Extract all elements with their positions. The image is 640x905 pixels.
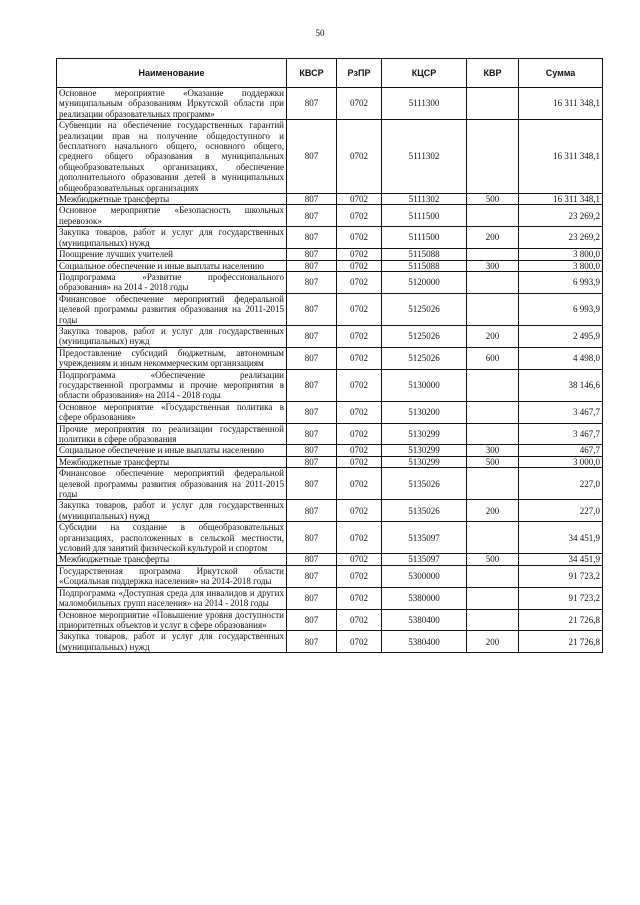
table-row: [57, 249, 603, 260]
cell-kcsr: 5111500: [382, 227, 467, 249]
cell-kvr: 200: [467, 325, 519, 347]
cell-sum: 3 800,0: [519, 249, 603, 260]
cell-name: Закупка товаров, работ и услуг для государственных (муниципальных) нужд: [57, 325, 287, 347]
cell-sum: 91 723,2: [519, 587, 603, 609]
cell-rzpr: 0702: [337, 456, 382, 467]
cell-name: Субсидии на создание в общеобразовательных организациях, расположенных в сельской местности, условий для занятий физической культурой и спортом: [57, 522, 287, 554]
cell-kvsr: 807: [287, 325, 337, 347]
cell-sum: 3 800,0: [519, 260, 603, 271]
table-row: [57, 325, 603, 347]
cell-kvsr: 807: [287, 554, 337, 565]
cell-kvr: 200: [467, 631, 519, 653]
cell-kvr: [467, 401, 519, 423]
cell-sum: 21 726,8: [519, 631, 603, 653]
cell-sum: 91 723,2: [519, 565, 603, 587]
cell-kvsr: 807: [287, 609, 337, 631]
cell-sum: 6 993,9: [519, 293, 603, 325]
cell-rzpr: 0702: [337, 631, 382, 653]
table-row: [57, 194, 603, 205]
cell-rzpr: 0702: [337, 271, 382, 293]
budget-table: [56, 58, 603, 653]
cell-name: Подпрограмма «Обеспечение реализации государственной программы и прочие мероприятия в области образования» на 2014 - 2018 годы: [57, 369, 287, 401]
cell-kvr: [467, 609, 519, 631]
header-kvr: КВР: [467, 59, 519, 88]
cell-rzpr: 0702: [337, 120, 382, 194]
cell-name: Прочие мероприятия по реализации государственной политики в сфере образования: [57, 423, 287, 445]
cell-sum: 16 311 348,1: [519, 88, 603, 120]
cell-kcsr: 5111302: [382, 194, 467, 205]
cell-name: Субвенции на обеспечение государственных гарантий реализации прав на получение общедоступного и бесплатного начального общего, основного общего, среднего общего образования в муниципальных общеобразовательных организациях, обеспечение дополнительного образования детей в муниципальных общеобразовательных организациях: [57, 120, 287, 194]
cell-name: Социальное обеспечение и иные выплаты населению: [57, 445, 287, 456]
table-row: [57, 445, 603, 456]
cell-kvr: [467, 88, 519, 120]
table-row: [57, 554, 603, 565]
table-row: [57, 369, 603, 401]
cell-kcsr: 5135026: [382, 468, 467, 500]
cell-sum: 3 467,7: [519, 423, 603, 445]
cell-rzpr: 0702: [337, 500, 382, 522]
cell-kvsr: 807: [287, 522, 337, 554]
cell-name: Межбюджетные трансферты: [57, 554, 287, 565]
cell-rzpr: 0702: [337, 565, 382, 587]
cell-rzpr: 0702: [337, 587, 382, 609]
cell-kvr: [467, 369, 519, 401]
cell-kcsr: 5125026: [382, 325, 467, 347]
table-row: [57, 587, 603, 609]
cell-rzpr: 0702: [337, 369, 382, 401]
cell-rzpr: 0702: [337, 347, 382, 369]
cell-rzpr: 0702: [337, 401, 382, 423]
table-row: [57, 565, 603, 587]
table-row: [57, 260, 603, 271]
cell-rzpr: 0702: [337, 468, 382, 500]
cell-kcsr: 5130200: [382, 401, 467, 423]
cell-kvsr: 807: [287, 205, 337, 227]
table-row: [57, 347, 603, 369]
cell-name: Подпрограмма «Развитие профессионального образования» на 2014 - 2018 годы: [57, 271, 287, 293]
cell-sum: 227,0: [519, 468, 603, 500]
cell-kvsr: 807: [287, 468, 337, 500]
cell-kcsr: 5380400: [382, 631, 467, 653]
cell-kvr: [467, 249, 519, 260]
table-row: [57, 120, 603, 194]
cell-name: Государственная программа Иркутской области «Социальная поддержка населения» на 2014-2018 годы: [57, 565, 287, 587]
cell-kcsr: 5125026: [382, 293, 467, 325]
cell-kvsr: 807: [287, 565, 337, 587]
table-row: [57, 205, 603, 227]
cell-sum: 3 467,7: [519, 401, 603, 423]
cell-sum: 23 269,2: [519, 227, 603, 249]
table-row: [57, 522, 603, 554]
cell-kvr: 200: [467, 500, 519, 522]
cell-sum: 16 311 348,1: [519, 194, 603, 205]
table-row: [57, 271, 603, 293]
cell-name: Основное мероприятие «Повышение уровня доступности приоритетных объектов и услуг в сфере образования»: [57, 609, 287, 631]
cell-kvsr: 807: [287, 587, 337, 609]
cell-kcsr: 5115088: [382, 249, 467, 260]
cell-kvr: [467, 522, 519, 554]
cell-kcsr: 5135097: [382, 522, 467, 554]
cell-sum: 227,0: [519, 500, 603, 522]
cell-kvsr: 807: [287, 401, 337, 423]
cell-kvsr: 807: [287, 271, 337, 293]
cell-name: Финансовое обеспечение мероприятий федеральной целевой программы развития образования на 2011-2015 годы: [57, 468, 287, 500]
cell-kvr: [467, 205, 519, 227]
cell-kvsr: 807: [287, 423, 337, 445]
cell-kvr: 300: [467, 445, 519, 456]
cell-kvr: [467, 120, 519, 194]
cell-sum: 38 146,6: [519, 369, 603, 401]
cell-rzpr: 0702: [337, 205, 382, 227]
cell-name: Основное мероприятие «Государственная политика в сфере образования»: [57, 401, 287, 423]
cell-kvr: 500: [467, 456, 519, 467]
table-row: [57, 609, 603, 631]
table-row: [57, 423, 603, 445]
cell-name: Финансовое обеспечение мероприятий федеральной целевой программы развития образования на 2011-2015 годы: [57, 293, 287, 325]
header-kcsr: КЦСР: [382, 59, 467, 88]
cell-name: Основное мероприятие «Оказание поддержки муниципальным образованиям Иркутской области при реализации образовательных программ»: [57, 88, 287, 120]
cell-name: Закупка товаров, работ и услуг для государственных (муниципальных) нужд: [57, 500, 287, 522]
cell-kvr: [467, 565, 519, 587]
cell-kcsr: 5130299: [382, 423, 467, 445]
cell-kcsr: 5111300: [382, 88, 467, 120]
cell-name: Основное мероприятие «Безопасность школьных перевозок»: [57, 205, 287, 227]
cell-rzpr: 0702: [337, 423, 382, 445]
table-row: [57, 227, 603, 249]
cell-kvsr: 807: [287, 227, 337, 249]
header-kvsr: КВСР: [287, 59, 337, 88]
cell-name: Поощрение лучших учителей: [57, 249, 287, 260]
cell-name: Закупка товаров, работ и услуг для государственных (муниципальных) нужд: [57, 631, 287, 653]
cell-rzpr: 0702: [337, 260, 382, 271]
cell-kvsr: 807: [287, 194, 337, 205]
cell-sum: 34 451,9: [519, 554, 603, 565]
header-rzpr: РзПР: [337, 59, 382, 88]
cell-kcsr: 5300000: [382, 565, 467, 587]
cell-name: Предоставление субсидий бюджетным, автономным учреждениям и иным некоммерческим организациям: [57, 347, 287, 369]
cell-kvsr: 807: [287, 293, 337, 325]
cell-kcsr: 5115088: [382, 260, 467, 271]
cell-kvr: 500: [467, 554, 519, 565]
cell-name: Подпрограмма «Доступная среда для инвалидов и других маломобильных групп населения» на 2014 - 2018 годы: [57, 587, 287, 609]
page-number: 50: [315, 28, 325, 38]
cell-kvsr: 807: [287, 260, 337, 271]
cell-rzpr: 0702: [337, 325, 382, 347]
cell-kvr: [467, 423, 519, 445]
cell-kvsr: 807: [287, 120, 337, 194]
cell-kvr: 200: [467, 227, 519, 249]
cell-rzpr: 0702: [337, 445, 382, 456]
cell-rzpr: 0702: [337, 293, 382, 325]
cell-kvr: 300: [467, 260, 519, 271]
header-name: Наименование: [57, 59, 287, 88]
cell-sum: 21 726,8: [519, 609, 603, 631]
table-row: [57, 293, 603, 325]
table-row: [57, 500, 603, 522]
cell-kvr: [467, 293, 519, 325]
table-row: [57, 401, 603, 423]
cell-kvsr: 807: [287, 500, 337, 522]
cell-kvr: [467, 587, 519, 609]
table-row: [57, 468, 603, 500]
cell-kvsr: 807: [287, 369, 337, 401]
cell-name: Социальное обеспечение и иные выплаты населению: [57, 260, 287, 271]
table-row: [57, 88, 603, 120]
cell-kcsr: 5111302: [382, 120, 467, 194]
cell-sum: 23 269,2: [519, 205, 603, 227]
cell-kcsr: 5135026: [382, 500, 467, 522]
header-row: [57, 59, 603, 88]
cell-kcsr: 5130299: [382, 445, 467, 456]
cell-kvsr: 807: [287, 347, 337, 369]
cell-sum: 34 451,9: [519, 522, 603, 554]
table-row: [57, 456, 603, 467]
cell-kvsr: 807: [287, 249, 337, 260]
cell-kcsr: 5130299: [382, 456, 467, 467]
cell-kcsr: 5120000: [382, 271, 467, 293]
cell-rzpr: 0702: [337, 249, 382, 260]
cell-name: Закупка товаров, работ и услуг для государственных (муниципальных) нужд: [57, 227, 287, 249]
cell-kvsr: 807: [287, 445, 337, 456]
cell-rzpr: 0702: [337, 609, 382, 631]
cell-name: Межбюджетные трансферты: [57, 456, 287, 467]
cell-kcsr: 5380400: [382, 609, 467, 631]
cell-kvr: [467, 271, 519, 293]
cell-kvsr: 807: [287, 631, 337, 653]
cell-kvr: [467, 468, 519, 500]
cell-kcsr: 5130000: [382, 369, 467, 401]
cell-name: Межбюджетные трансферты: [57, 194, 287, 205]
header-sum: Сумма: [519, 59, 603, 88]
table-row: [57, 631, 603, 653]
cell-kvsr: 807: [287, 88, 337, 120]
cell-sum: 4 498,0: [519, 347, 603, 369]
cell-rzpr: 0702: [337, 88, 382, 120]
cell-rzpr: 0702: [337, 554, 382, 565]
cell-sum: 2 495,9: [519, 325, 603, 347]
cell-sum: 6 993,9: [519, 271, 603, 293]
cell-kvr: 600: [467, 347, 519, 369]
cell-kvr: 500: [467, 194, 519, 205]
cell-kvsr: 807: [287, 456, 337, 467]
cell-kcsr: 5125026: [382, 347, 467, 369]
cell-sum: 467,7: [519, 445, 603, 456]
cell-sum: 16 311 348,1: [519, 120, 603, 194]
cell-kcsr: 5111500: [382, 205, 467, 227]
cell-sum: 3 000,0: [519, 456, 603, 467]
cell-rzpr: 0702: [337, 522, 382, 554]
cell-rzpr: 0702: [337, 227, 382, 249]
cell-kcsr: 5135097: [382, 554, 467, 565]
cell-rzpr: 0702: [337, 194, 382, 205]
cell-kcsr: 5380000: [382, 587, 467, 609]
